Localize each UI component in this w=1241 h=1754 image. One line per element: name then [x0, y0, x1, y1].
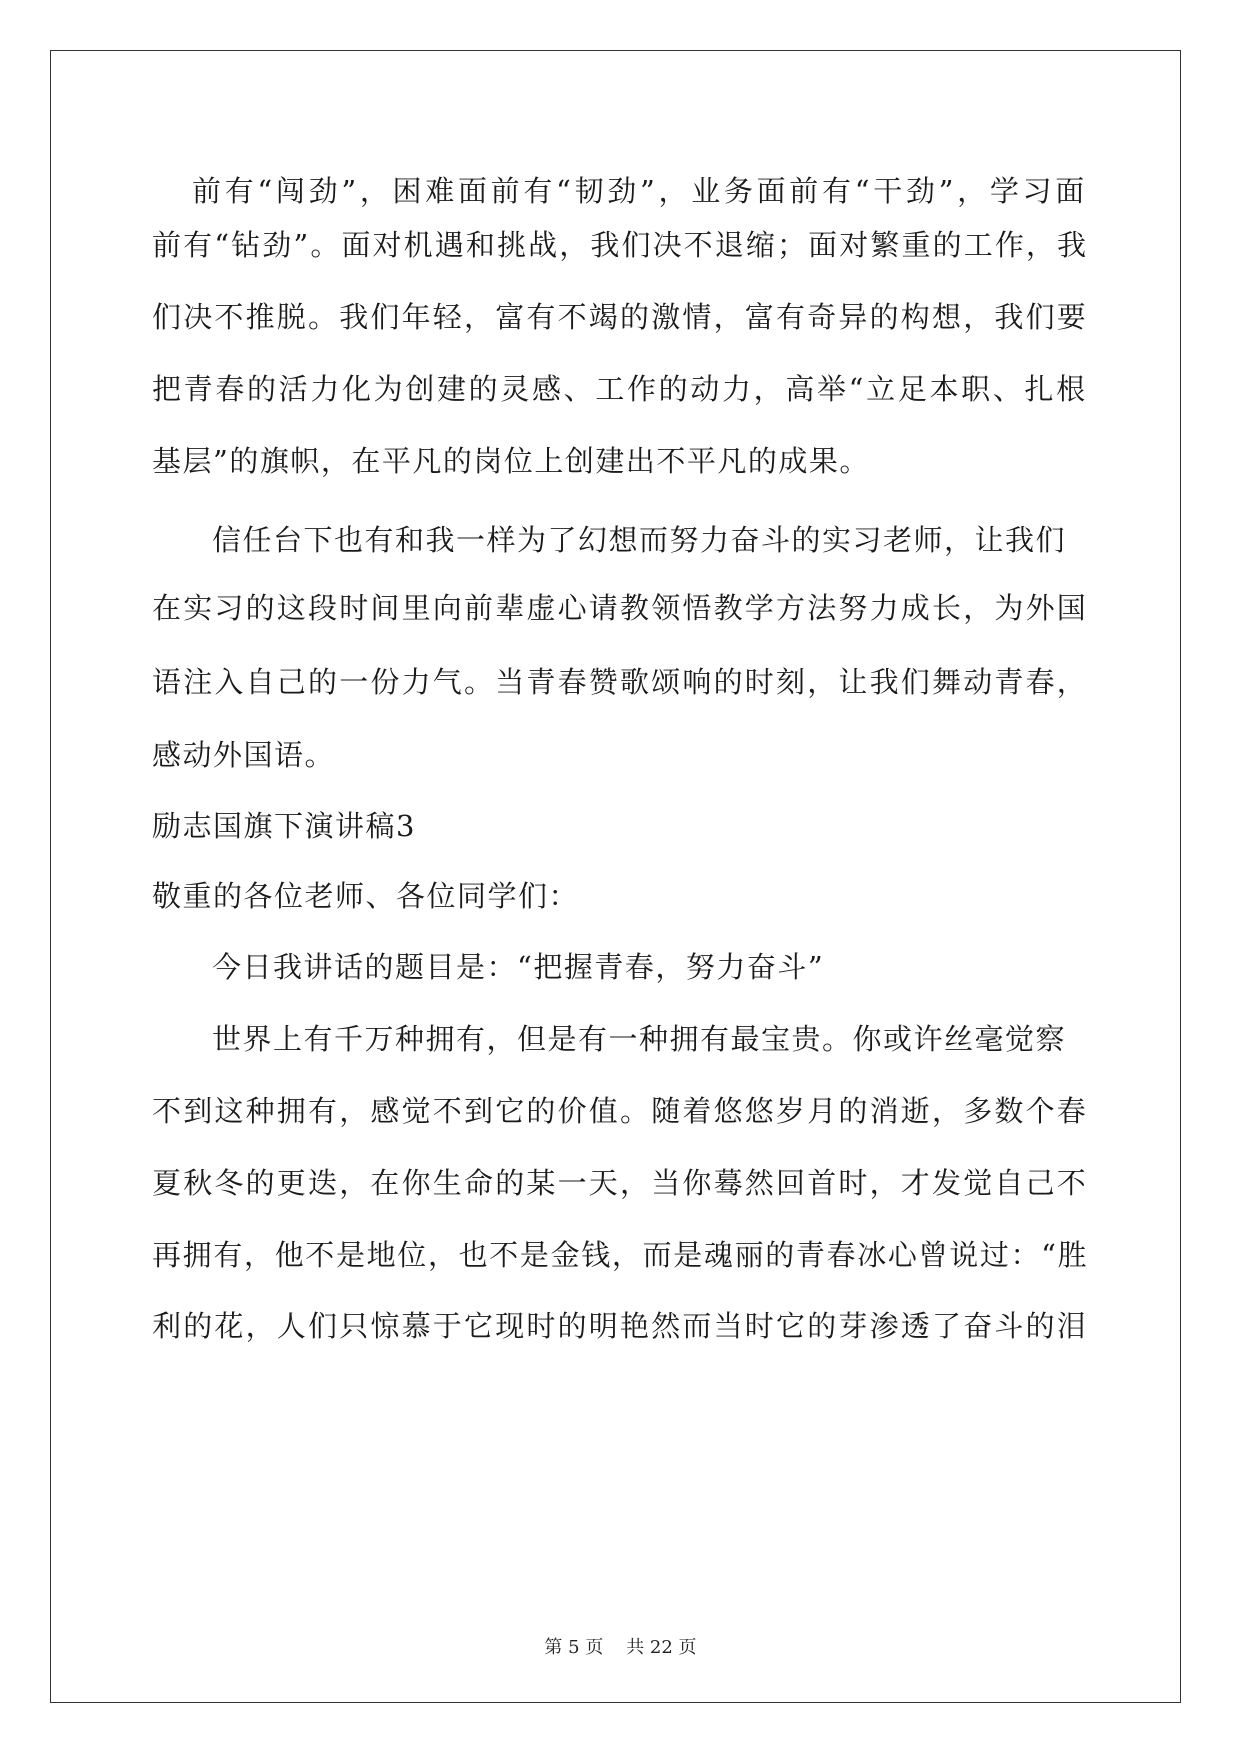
- text-line-1: 前有“闯劲”，困难面前有“韧劲”，业务面前有“干劲”，学习面: [192, 174, 1088, 208]
- section-heading: 励志国旗下演讲稿3: [152, 809, 416, 843]
- text-line-4: 把青春的活力化为创建的灵感、工作的动力，高举“立足本职、扎根: [152, 372, 1088, 406]
- text-line-8: 语注入自己的一份力气。当青春赞歌颂响的时刻，让我们舞动青春，: [152, 665, 1089, 699]
- text-line-13: 世界上有千万种拥有，但是有一种拥有最宝贵。你或许丝毫觉察: [212, 1022, 1067, 1056]
- text-line-15: 夏秋冬的更迭，在你生命的某一天，当你蓦然回首时，才发觉自己不: [152, 1166, 1089, 1200]
- text-line-2: 前有“钻劲”。面对机遇和挑战，我们决不退缩；面对繁重的工作，我: [152, 228, 1089, 262]
- text-line-6: 信任台下也有和我一样为了幻想而努力奋斗的实习老师，让我们: [212, 523, 1067, 557]
- text-line-9: 感动外国语。: [152, 738, 336, 772]
- text-line-14: 不到这种拥有，感觉不到它的价值。随着悠悠岁月的消逝，多数个春: [152, 1094, 1089, 1128]
- text-line-5: 基层”的旗帜，在平凡的岗位上创建出不平凡的成果。: [152, 444, 870, 478]
- text-line-17: 利的花，人们只惊慕于它现时的明艳然而当时它的芽渗透了奋斗的泪: [152, 1309, 1089, 1343]
- text-line-12: 今日我讲话的题目是：“把握青春，努力奋斗”: [212, 950, 825, 984]
- salutation: 敬重的各位老师、各位同学们：: [152, 879, 580, 913]
- page-number-footer: 第 5 页 共 22 页: [544, 1637, 697, 1658]
- text-line-3: 们决不推脱。我们年轻，富有不竭的激情，富有奇异的构想，我们要: [152, 300, 1089, 334]
- text-line-7: 在实习的这段时间里向前辈虚心请教领悟教学方法努力成长，为外国: [152, 591, 1089, 625]
- text-line-16: 再拥有，他不是地位，也不是金钱，而是魂丽的青春冰心曾说过：“胜: [152, 1238, 1089, 1272]
